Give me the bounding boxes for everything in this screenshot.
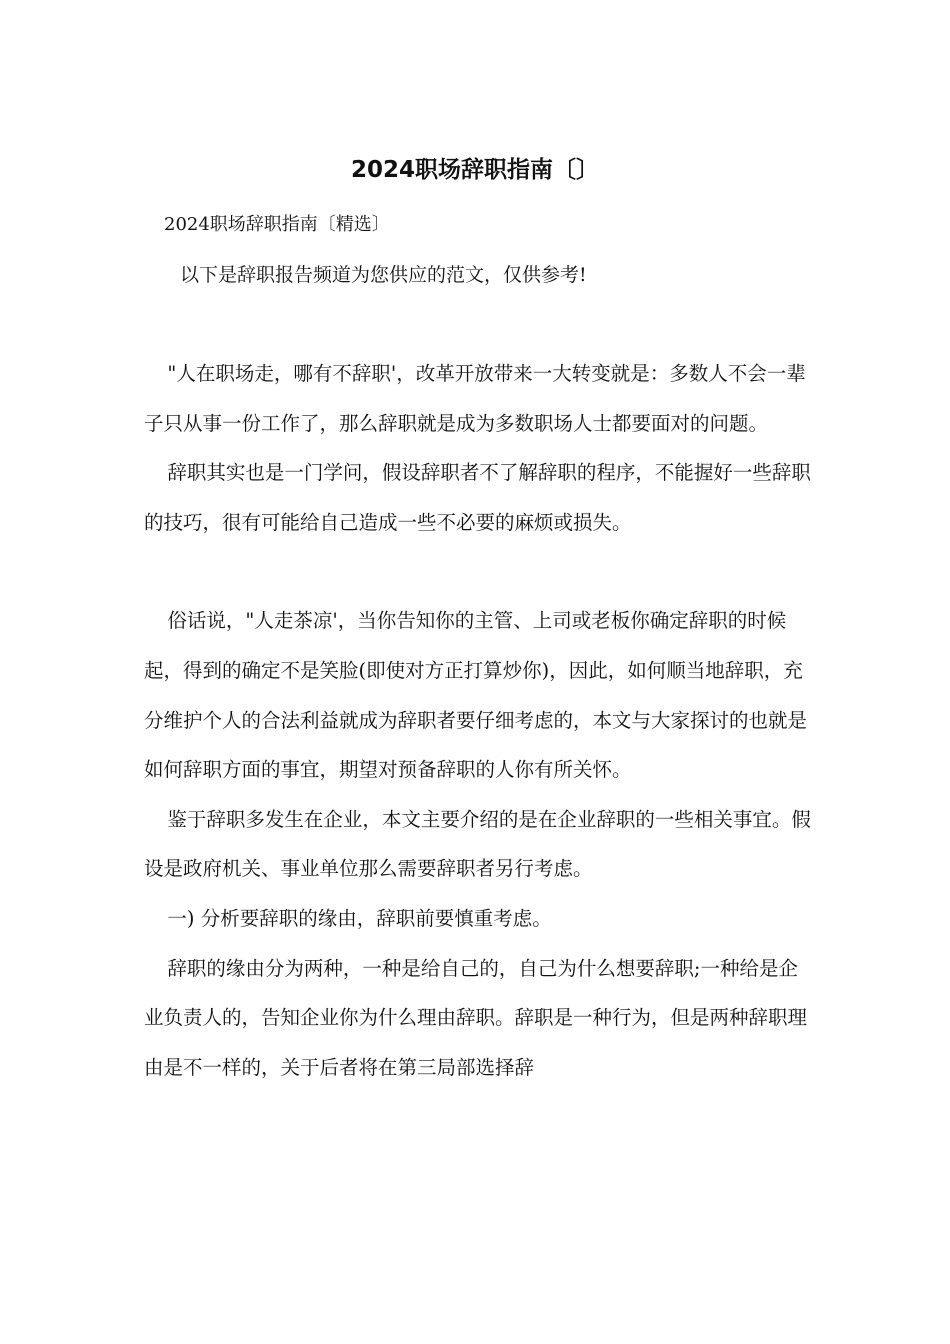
paragraph-1: "人在职场走，哪有不辞职'，改革开放带来一大转变就是：多数人不会一辈子只从事一份工作了，那么辞职就是成为多数职场人士都要面对的问题。 [144, 362, 806, 435]
document-title: 2024职场辞职指南〔〕 [350, 157, 599, 183]
body-text [144, 349, 814, 1092]
paragraph-4: 鉴于辞职多发生在企业，本文主要介绍的是在企业辞职的一些相关事宜。假设是政府机关、事业单位那么需要辞职者另行考虑。 [144, 807, 811, 881]
paragraph-6: 辞职的缘由分为两种，一种是给自己的，自己为什么想要辞职;一种给是企业负责人的，告知企业你为什么理由辞职。辞职是一种行为，但是两种辞职理由是不一样的，关于后者将在第三局部选择辞 [144, 956, 808, 1079]
paragraph-2: 辞职其实也是一门学问，假设辞职者不了解辞职的程序，不能握好一些辞职的技巧，很有可能给自己造成一些不必要的麻烦或损失。 [144, 461, 811, 534]
document-subtitle: 2024职场辞职指南〔精选〕 [164, 214, 390, 235]
paragraph-3: 俗话说，"人走茶凉'，当你告知你的主管、上司或老板你确定辞职的时候起，得到的确定不是笑脸(即使对方正打算炒你)，因此，如何顺当地辞职，充分维护个人的合法利益就成为辞职者要仔细考虑的，本文与大家探讨的也就是如何辞职方面的事宜，期望对预备辞职的人你有所关怀。 [144, 609, 808, 782]
paragraph-spacer [144, 547, 814, 596]
intro-line: 以下是辞职报告频道为您供应的范文，仅供参考! [180, 264, 587, 286]
paragraph-5: 一) 分析要辞职的缘由，辞职前要慎重考虑。 [167, 906, 552, 930]
